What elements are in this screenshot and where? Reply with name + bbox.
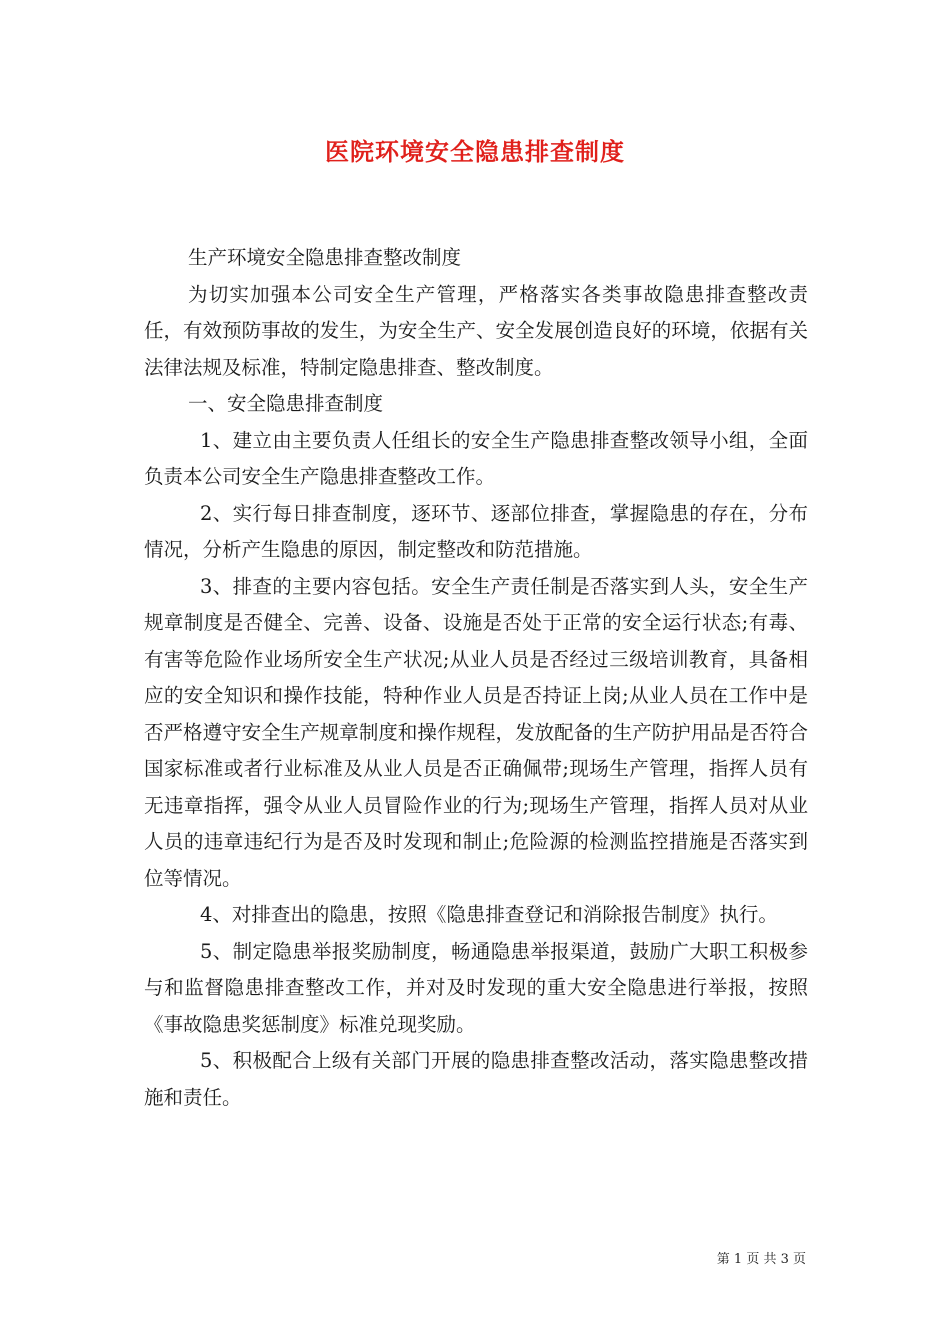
document-body [144, 240, 808, 1116]
paragraph-item-1: 1、建立由主要负责人任组长的安全生产隐患排查整改领导小组，全面负责本公司安全生产隐患排查整改工作。 [144, 428, 808, 488]
paragraph-intro: 为切实加强本公司安全生产管理，严格落实各类事故隐患排查整改责任，有效预防事故的发生，为安全生产、安全发展创造良好的环境，依据有关法律法规及标准，特制定隐患排查、整改制度。 [144, 282, 808, 379]
document-title: 医院环境安全隐患排查制度 [325, 137, 625, 166]
paragraph-item-5b: 5、积极配合上级有关部门开展的隐患排查整改活动，落实隐患整改措施和责任。 [144, 1049, 808, 1109]
paragraph-item-3: 3、排查的主要内容包括。安全生产责任制是否落实到人头，安全生产规章制度是否健全、完善、设备、设施是否处于正常的安全运行状态;有毒、有害等危险作业场所安全生产状况;从业人员是否经过三级培训教育，具备相应的安全知识和操作技能，特种作业人员是否持证上岗;从业人员在工作中是否严格遵守安全生产规章制度和操作规程，发放配备的生产防护用品是否符合国家标准或者行业标准及从业人员是否正确佩带;现场生产管理，指挥人员有无违章指挥，强令从业人员冒险作业的行为;现场生产管理，指挥人员对从业人员的违章违纪行为是否及时发现和制止;危险源的检测监控措施是否落实到位等情况。 [144, 574, 808, 890]
page-number: 第 1 页 共 3 页 [716, 1252, 806, 1267]
section-heading: 一、安全隐患排查制度 [188, 392, 384, 415]
paragraph-item-2: 2、实行每日排查制度，逐环节、逐部位排查，掌握隐患的存在，分布情况，分析产生隐患的原因，制定整改和防范措施。 [144, 501, 808, 561]
paragraph-item-4: 4、对排查出的隐患，按照《隐患排查登记和消除报告制度》执行。 [200, 903, 778, 926]
paragraph-item-5a: 5、制定隐患举报奖励制度，畅通隐患举报渠道，鼓励广大职工积极参与和监督隐患排查整改工作，并对及时发现的重大安全隐患进行举报，按照《事故隐患奖惩制度》标准兑现奖励。 [144, 939, 808, 1036]
paragraph-subtitle: 生产环境安全隐患排查整改制度 [188, 246, 462, 269]
